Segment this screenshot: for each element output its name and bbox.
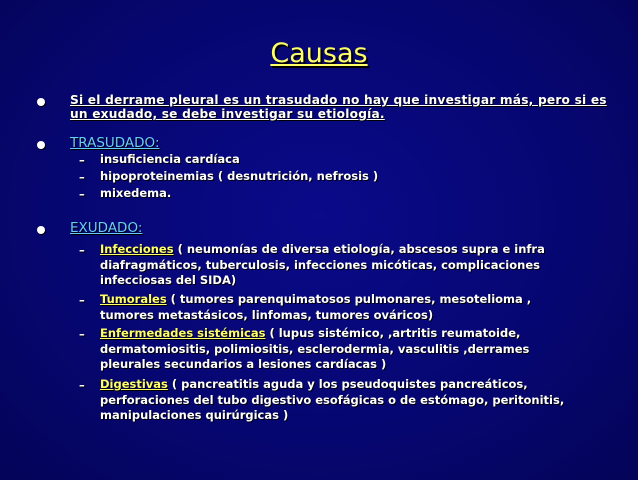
exudado-item-text: ( tumores parenquimatosos pulmonares, mesotelioma , tumores metastásicos, linfomas, tumores ováricos) xyxy=(100,292,532,322)
exudado-item-text: ( pancreatitis aguda y los pseudoquistes pancreáticos, perforaciones del tubo digestivo esofágicas o de estómago, peritonitis, manipulaciones quirúrgicas ) xyxy=(100,377,565,422)
trasudado-item: hipoproteinemias ( desnutrición, nefrosis ) xyxy=(100,169,379,183)
dash-icon: – xyxy=(79,378,85,392)
exudado-item xyxy=(100,242,580,289)
trasudado-heading: TRASUDADO: xyxy=(70,135,160,151)
dash-icon: – xyxy=(79,187,85,201)
dash-icon: – xyxy=(79,153,85,167)
bullet-icon xyxy=(37,141,45,149)
exudado-item-text: ( lupus sistémico, ,artritis reumatoide, dermatomiositis, polimiositis, esclerodermia, vasculitis ,derrames pleurales secundarios a lesiones cardíacas ) xyxy=(100,326,530,371)
exudado-item xyxy=(100,292,580,323)
exudado-item xyxy=(100,377,580,424)
exudado-item-key: Digestivas xyxy=(100,377,168,391)
intro-text: Si el derrame pleural es un trasudado no hay que investigar más, pero si es un exudado, se debe investigar su etiología. xyxy=(70,93,607,121)
dash-icon: – xyxy=(79,243,85,257)
slide-title: Causas xyxy=(270,38,368,69)
dash-icon: – xyxy=(79,327,85,341)
bullet-icon xyxy=(37,98,45,106)
exudado-item-key: Tumorales xyxy=(100,292,167,306)
trasudado-item: insuficiencia cardíaca xyxy=(100,152,240,166)
dash-icon: – xyxy=(79,293,85,307)
exudado-heading: EXUDADO: xyxy=(70,220,143,236)
exudado-item-key: Enfermedades sistémicas xyxy=(100,326,266,340)
dash-icon: – xyxy=(79,170,85,184)
exudado-item xyxy=(100,326,580,373)
exudado-item-key: Infecciones xyxy=(100,242,174,256)
bullet-icon xyxy=(37,226,45,234)
trasudado-item: mixedema. xyxy=(100,186,172,200)
exudado-item-text: ( neumonías de diversa etiología, abscesos supra e infra diafragmáticos, tuberculosis, infecciones micóticas, complicaciones infecciosas del SIDA) xyxy=(100,242,545,287)
